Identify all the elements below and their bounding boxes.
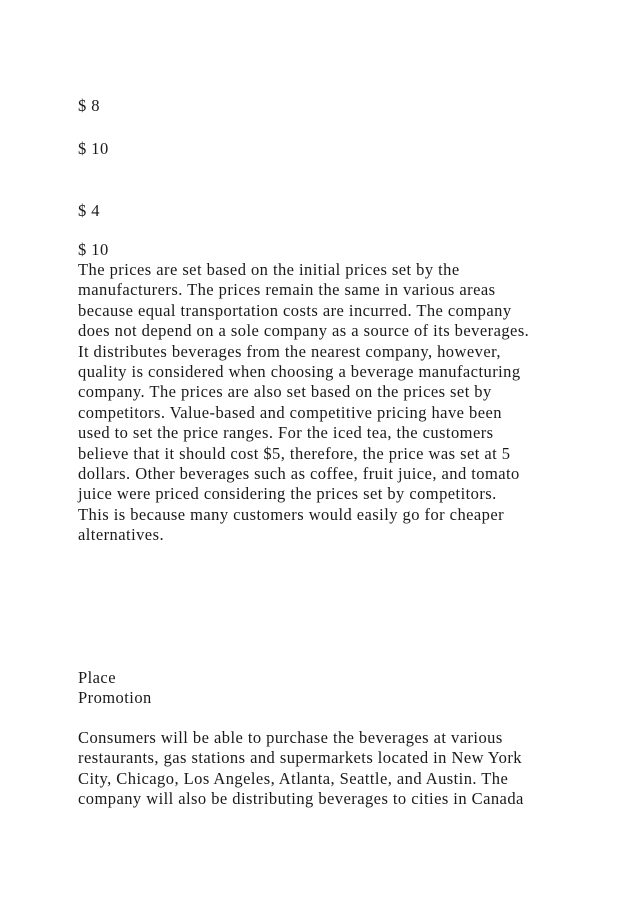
paragraph-line: company will also be distributing beverages to cities in Canada — [78, 789, 524, 809]
paragraph-line: used to set the price ranges. For the iced tea, the customers — [78, 423, 494, 443]
place-paragraph — [78, 728, 578, 810]
price-line: $ 10 — [78, 139, 109, 158]
pricing-paragraph — [78, 260, 578, 546]
heading-place: Place — [78, 668, 116, 687]
paragraph-line: does not depend on a sole company as a source of its beverages. — [78, 321, 530, 341]
paragraph-line: Consumers will be able to purchase the beverages at various — [78, 728, 503, 747]
paragraph-line: quality is considered when choosing a beverage manufacturing — [78, 362, 521, 382]
paragraph-line: company. The prices are also set based on the prices set by — [78, 382, 492, 402]
paragraph-line: It distributes beverages from the nearest company, however, — [78, 341, 501, 361]
price-line: $ 8 — [78, 96, 100, 115]
heading-promotion: Promotion — [78, 688, 152, 707]
paragraph-line: because equal transportation costs are incurred. The company — [78, 300, 512, 320]
paragraph-line: The prices are set based on the initial prices set by the — [78, 260, 460, 279]
paragraph-line: City, Chicago, Los Angeles, Atlanta, Seattle, and Austin. The — [78, 768, 509, 788]
paragraph-line: alternatives. — [78, 525, 165, 545]
price-line: $ 4 — [78, 201, 100, 220]
paragraph-line: manufacturers. The prices remain the same in various areas — [78, 280, 496, 300]
paragraph-line: believe that it should cost $5, therefore, the price was set at 5 — [78, 443, 511, 463]
paragraph-line: dollars. Other beverages such as coffee, fruit juice, and tomato — [78, 464, 520, 484]
paragraph-line: This is because many customers would easily go for cheaper — [78, 504, 505, 524]
paragraph-line: restaurants, gas stations and supermarkets located in New York — [78, 748, 522, 768]
paragraph-line: competitors. Value-based and competitive pricing have been — [78, 402, 502, 422]
price-line: $ 10 — [78, 240, 109, 259]
paragraph-line: juice were priced considering the prices set by competitors. — [78, 484, 497, 504]
